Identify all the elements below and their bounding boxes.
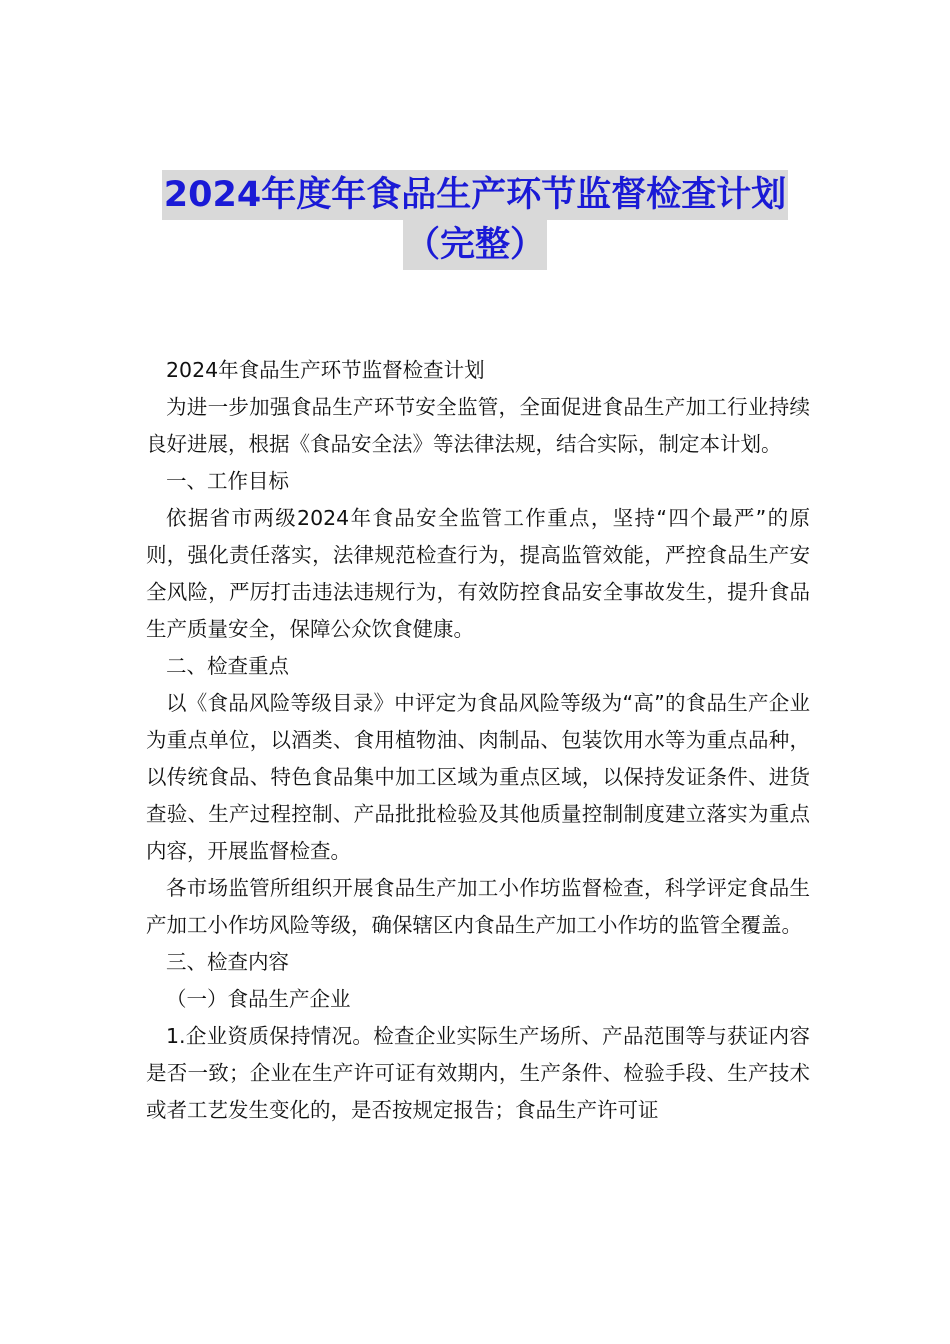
title-line-2: （完整）: [403, 220, 547, 270]
section-heading-focus: 二、检查重点: [166, 654, 289, 678]
document-title: [0, 170, 950, 270]
workshop-paragraph: 各市场监管所组织开展食品生产加工小作坊监督检查，科学评定食品生产加工小作坊风险等级，确保辖区内食品生产加工小作坊的监管全覆盖。: [146, 876, 810, 937]
focus-paragraph: 以《食品风险等级目录》中评定为食品风险等级为“高”的食品生产企业为重点单位，以酒类、食用植物油、肉制品、包装饮用水等为重点品种，以传统食品、特色食品集中加工区域为重点区域，以保持发证条件、进货查验、生产过程控制、产品批批检验及其他质量控制制度建立落实为重点内容，开展监督检查。: [146, 691, 810, 863]
intro-paragraph: 为进一步加强食品生产环节安全监管，全面促进食品生产加工行业持续良好进展，根据《食品安全法》等法律法规，结合实际，制定本计划。: [146, 395, 810, 456]
goals-paragraph: 依据省市两级2024年食品安全监管工作重点，坚持“四个最严”的原则，强化责任落实，法律规范检查行为，提高监管效能，严控食品生产安全风险，严厉打击违法违规行为，有效防控食品安全事故发生，提升食品生产质量安全，保障公众饮食健康。: [146, 506, 810, 641]
subtitle-paragraph: 2024年食品生产环节监督检查计划: [166, 358, 485, 382]
document-body: [146, 352, 810, 1129]
section-heading-content: 三、检查内容: [166, 950, 289, 974]
title-line-1: 2024年度年食品生产环节监督检查计划: [162, 170, 788, 220]
section-heading-goals: 一、工作目标: [166, 469, 289, 493]
subsection-heading-enterprises: （一）食品生产企业: [166, 987, 351, 1011]
qualification-paragraph: 1.企业资质保持情况。检查企业实际生产场所、产品范围等与获证内容是否一致；企业在生产许可证有效期内，生产条件、检验手段、生产技术或者工艺发生变化的，是否按规定报告；食品生产许可证: [146, 1024, 810, 1122]
